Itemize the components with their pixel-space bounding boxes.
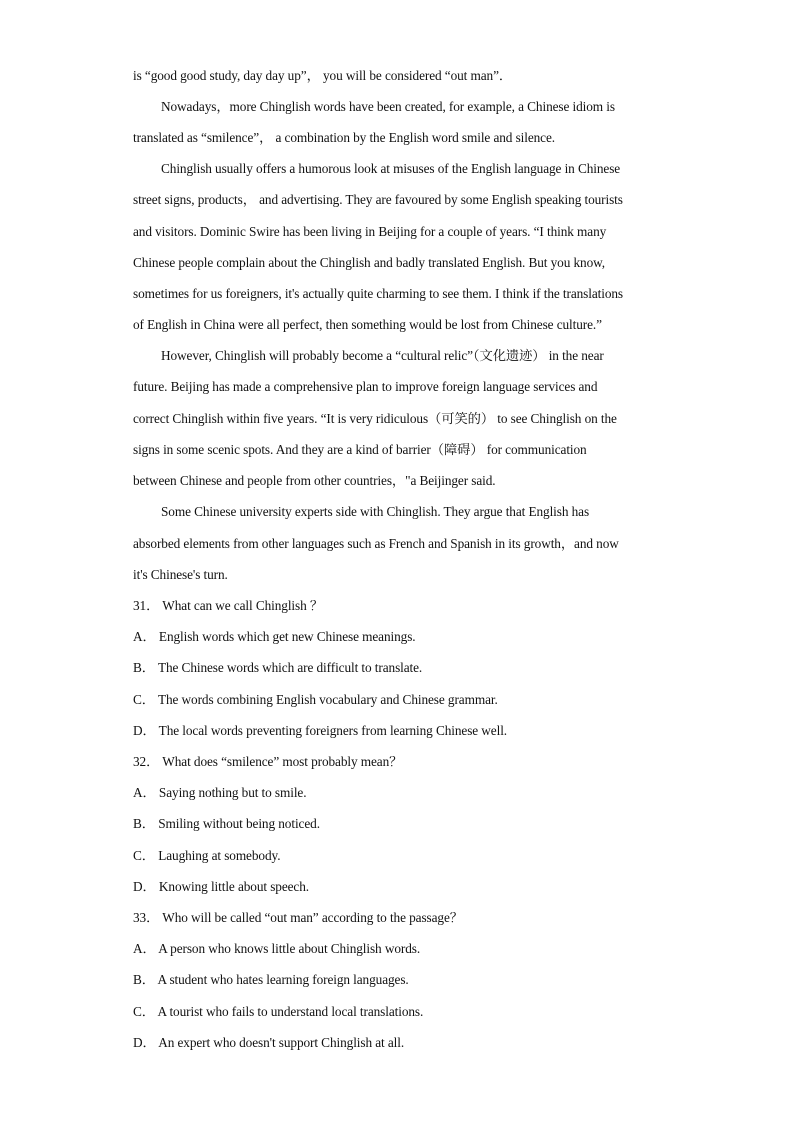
passage-line: Chinglish usually offers a humorous look at misuses of the English language in Chinese — [161, 161, 621, 176]
passage-line: it's Chinese's turn. — [133, 567, 228, 582]
answer-option: B． A student who hates learning foreign languages. — [133, 972, 409, 987]
answer-option: B． The Chinese words which are difficult to translate. — [133, 660, 423, 675]
answer-option: C． The words combining English vocabulary and Chinese grammar. — [133, 692, 498, 707]
question-stem: 33． Who will be called “out man” according to the passage？ — [133, 910, 463, 925]
passage-line: street signs, products， and advertising. They are favoured by some English speaking tourists — [133, 192, 623, 207]
passage-line: future. Beijing has made a comprehensive plan to improve foreign language services and — [133, 379, 598, 394]
passage-line: correct Chinglish within five years. “It is very ridiculous（可笑的） to see Chinglish on the — [133, 411, 617, 426]
passage-line: Nowadays，more Chinglish words have been created, for example, a Chinese idiom is — [161, 99, 615, 114]
answer-option: D． An expert who doesn't support Chinglish at all. — [133, 1035, 405, 1050]
question-stem: 31． What can we call Chinglish ？ — [133, 598, 324, 613]
passage-line: is “good good study, day day up”， you will be considered “out man”． — [133, 68, 513, 83]
passage-line: Some Chinese university experts side with Chinglish. They argue that English has — [161, 504, 590, 519]
passage-line: translated as “smilence”， a combination by the English word smile and silence. — [133, 130, 556, 145]
passage-line: sometimes for us foreigners, it's actually quite charming to see them. I think if the translations — [133, 286, 624, 301]
passage-line: However, Chinglish will probably become a “cultural relic”（文化遗迹） in the near — [161, 348, 604, 363]
answer-option: A． A person who knows little about Chinglish words. — [133, 941, 421, 956]
answer-option: A． Saying nothing but to smile. — [133, 785, 307, 800]
answer-option: A． English words which get new Chinese meanings. — [133, 629, 416, 644]
passage-line: signs in some scenic spots. And they are a kind of barrier（障碍） for communication — [133, 442, 587, 457]
answer-option: B． Smiling without being noticed. — [133, 816, 320, 831]
passage-line: of English in China were all perfect, then something would be lost from Chinese culture.” — [133, 317, 602, 332]
passage-line: Chinese people complain about the Chinglish and badly translated English. But you know, — [133, 255, 606, 270]
passage-line: absorbed elements from other languages such as French and Spanish in its growth，and now — [133, 536, 619, 551]
passage-line: and visitors. Dominic Swire has been living in Beijing for a couple of years. “I think many — [133, 224, 607, 239]
passage-line: between Chinese and people from other countries，"a Beijinger said. — [133, 473, 496, 488]
answer-option: C． A tourist who fails to understand local translations. — [133, 1004, 424, 1019]
question-stem: 32． What does “smilence” most probably mean？ — [133, 754, 403, 769]
answer-option: D． The local words preventing foreigners from learning Chinese well. — [133, 723, 508, 738]
answer-option: D． Knowing little about speech. — [133, 879, 310, 894]
answer-option: C． Laughing at somebody. — [133, 848, 281, 863]
